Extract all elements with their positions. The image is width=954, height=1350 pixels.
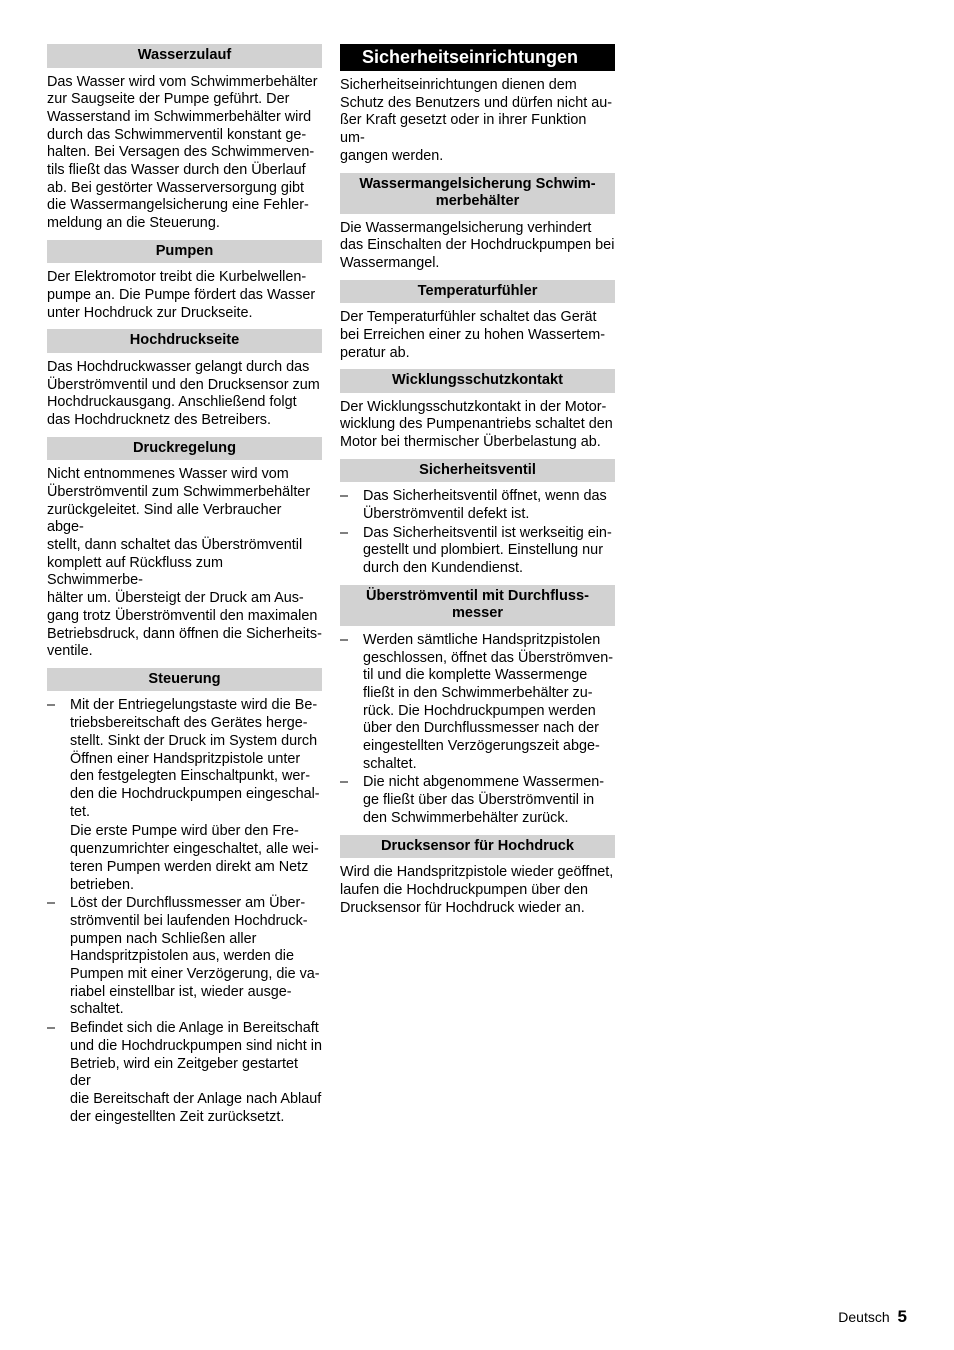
heading-sicherheitsventil: Sicherheitsventil	[340, 459, 615, 483]
text-drucksensor: Wird die Handspritzpistole wieder geöffnet, laufen die Hochdruckpumpen über den Drucksensor für Hochdruck wieder an.	[340, 864, 614, 916]
dash-marker: –	[47, 895, 56, 912]
text-temperaturfuehler: Der Temperaturfühler schaltet das Gerät bei Erreichen einer zu hohen Wassertem- peratur ab.	[340, 309, 606, 361]
list-steuerung	[47, 697, 322, 1126]
text-wasserzulauf: Das Wasser wird vom Schwimmerbehälter zur Saugseite der Pumpe geführt. Der Wasserstand im Schwimmerbehälter wird durch das Schwimmerventil konstant ge- halten. Bei Versagen des Schwimmerven- tils fließt das Wasser durch den Überlauf ab. Bei gestörter Wasserversorgung gibt die Wassermangelsicherung eine Fehler- meldung an die Steuerung.	[47, 73, 318, 232]
section-title: Sicherheitseinrichtungen	[340, 44, 615, 71]
list-item-text: Mit der Entriegelungstaste wird die Be- triebsbereitschaft des Gerätes herge- stellt. Sinkt der Druck im System durch Öffnen einer Handspritzpistole unter den festgelegten Einschaltpunkt, wer- den die Hochdruckpumpen eingeschal- tet.	[70, 697, 320, 820]
list-item	[340, 632, 615, 774]
list-item-text: Die nicht abgenommene Wassermen- ge fließt über das Überströmventil in den Schwimmerbehälter zurück.	[363, 774, 605, 826]
heading-wicklungsschutzkontakt: Wicklungsschutzkontakt	[340, 369, 615, 393]
list-sicherheitsventil	[340, 488, 615, 578]
heading-pumpen: Pumpen	[47, 240, 322, 264]
text-hochdruckseite: Das Hochdruckwasser gelangt durch das Überströmventil und den Drucksensor zum Hochdruckausgang. Anschließend folgt das Hochdrucknetz des Betreibers.	[47, 358, 320, 429]
list-item-text: Werden sämtliche Handspritzpistolen geschlossen, öffnet das Überströmven- til und die komplette Wassermenge fließt in den Schwimmerbehälter zu- rück. Die Hochdruckpumpen werden über den Durchflussmesser nach der eingestellten Verzögerungszeit abge- schaltet.	[363, 631, 614, 772]
left-column	[47, 44, 322, 1133]
heading-wassermangelsicherung: Wassermangelsicherung Schwim- merbehälter	[340, 173, 615, 214]
dash-marker: –	[47, 1020, 56, 1037]
dash-marker: –	[47, 697, 56, 714]
list-item	[340, 488, 615, 523]
heading-wasserzulauf: Wasserzulauf	[47, 44, 322, 68]
page-footer	[838, 1307, 907, 1327]
list-item	[340, 774, 615, 827]
heading-hochdruckseite: Hochdruckseite	[47, 329, 322, 353]
heading-temperaturfuehler: Temperaturfühler	[340, 280, 615, 304]
list-ueberstroemventil	[340, 632, 615, 828]
text-druckregelung: Nicht entnommenes Wasser wird vom Überströmventil zum Schwimmerbehälter zurückgeleitet. Sind alle Verbraucher abge- stellt, dann schaltet das Überströmventil komplett auf Rückfluss zum Schwimmerbe- hälter um. Übersteigt der Druck am Aus- gang trotz Überströmventil den maximalen Betriebsdruck, dann öffnen die Sicherheits- ventile.	[47, 466, 322, 660]
dash-marker: –	[340, 524, 349, 541]
text-intro: Sicherheitseinrichtungen dienen dem Schutz des Benutzers und dürfen nicht au- ßer Kraft gesetzt oder in ihrer Funktion um- gangen werden.	[340, 77, 612, 164]
text-wicklungsschutzkontakt: Der Wicklungsschutzkontakt in der Motor- wicklung des Pumpenantriebs schaltet den Motor bei thermischer Überbelastung ab.	[340, 398, 613, 451]
list-item	[340, 525, 615, 578]
dash-marker: –	[340, 631, 349, 648]
list-item-text: Befindet sich die Anlage in Bereitschaft und die Hochdruckpumpen sind nicht in Betrieb, wird ein Zeitgeber gestartet der die Bereitschaft der Anlage nach Ablauf der eingestellten Zeit zurücksetzt.	[70, 1020, 322, 1125]
list-item-text: Löst der Durchflussmesser am Über- strömventil bei laufenden Hochdruck- pumpen nach Schließen aller Handspritzpistolen aus, werden die Pumpen mit einer Verzögerung, die va- riabel einstellbar ist, wieder ausge- schaltet.	[70, 895, 320, 1018]
footer-language: Deutsch	[838, 1309, 890, 1325]
list-item	[47, 895, 322, 1019]
heading-druckregelung: Druckregelung	[47, 437, 322, 461]
list-item-text: Das Sicherheitsventil öffnet, wenn das Überströmventil defekt ist.	[363, 488, 607, 523]
dash-marker: –	[340, 774, 349, 791]
heading-ueberstroemventil: Überströmventil mit Durchfluss- messer	[340, 585, 615, 626]
page-number: 5	[897, 1307, 907, 1326]
heading-drucksensor: Drucksensor für Hochdruck	[340, 835, 615, 859]
list-item-text: Das Sicherheitsventil ist werkseitig ein- gestellt und plombiert. Einstellung nur durch den Kundendienst.	[363, 524, 612, 577]
text-pumpen: Der Elektromotor treibt die Kurbelwellen- pumpe an. Die Pumpe fördert das Wasser unter Hochdruck zur Druckseite.	[47, 269, 316, 321]
heading-steuerung: Steuerung	[47, 668, 322, 692]
dash-marker: –	[340, 488, 349, 505]
text-wassermangelsicherung: Die Wassermangelsicherung verhindert das Einschalten der Hochdruckpumpen bei Wassermangel.	[340, 219, 615, 271]
list-item-note: Die erste Pumpe wird über den Fre- quenzumrichter eingeschaltet, alle wei- teren Pumpen werden direkt am Netz betrieben.	[70, 823, 319, 893]
list-item	[47, 1020, 322, 1126]
right-column	[340, 44, 615, 924]
list-item	[47, 697, 322, 894]
